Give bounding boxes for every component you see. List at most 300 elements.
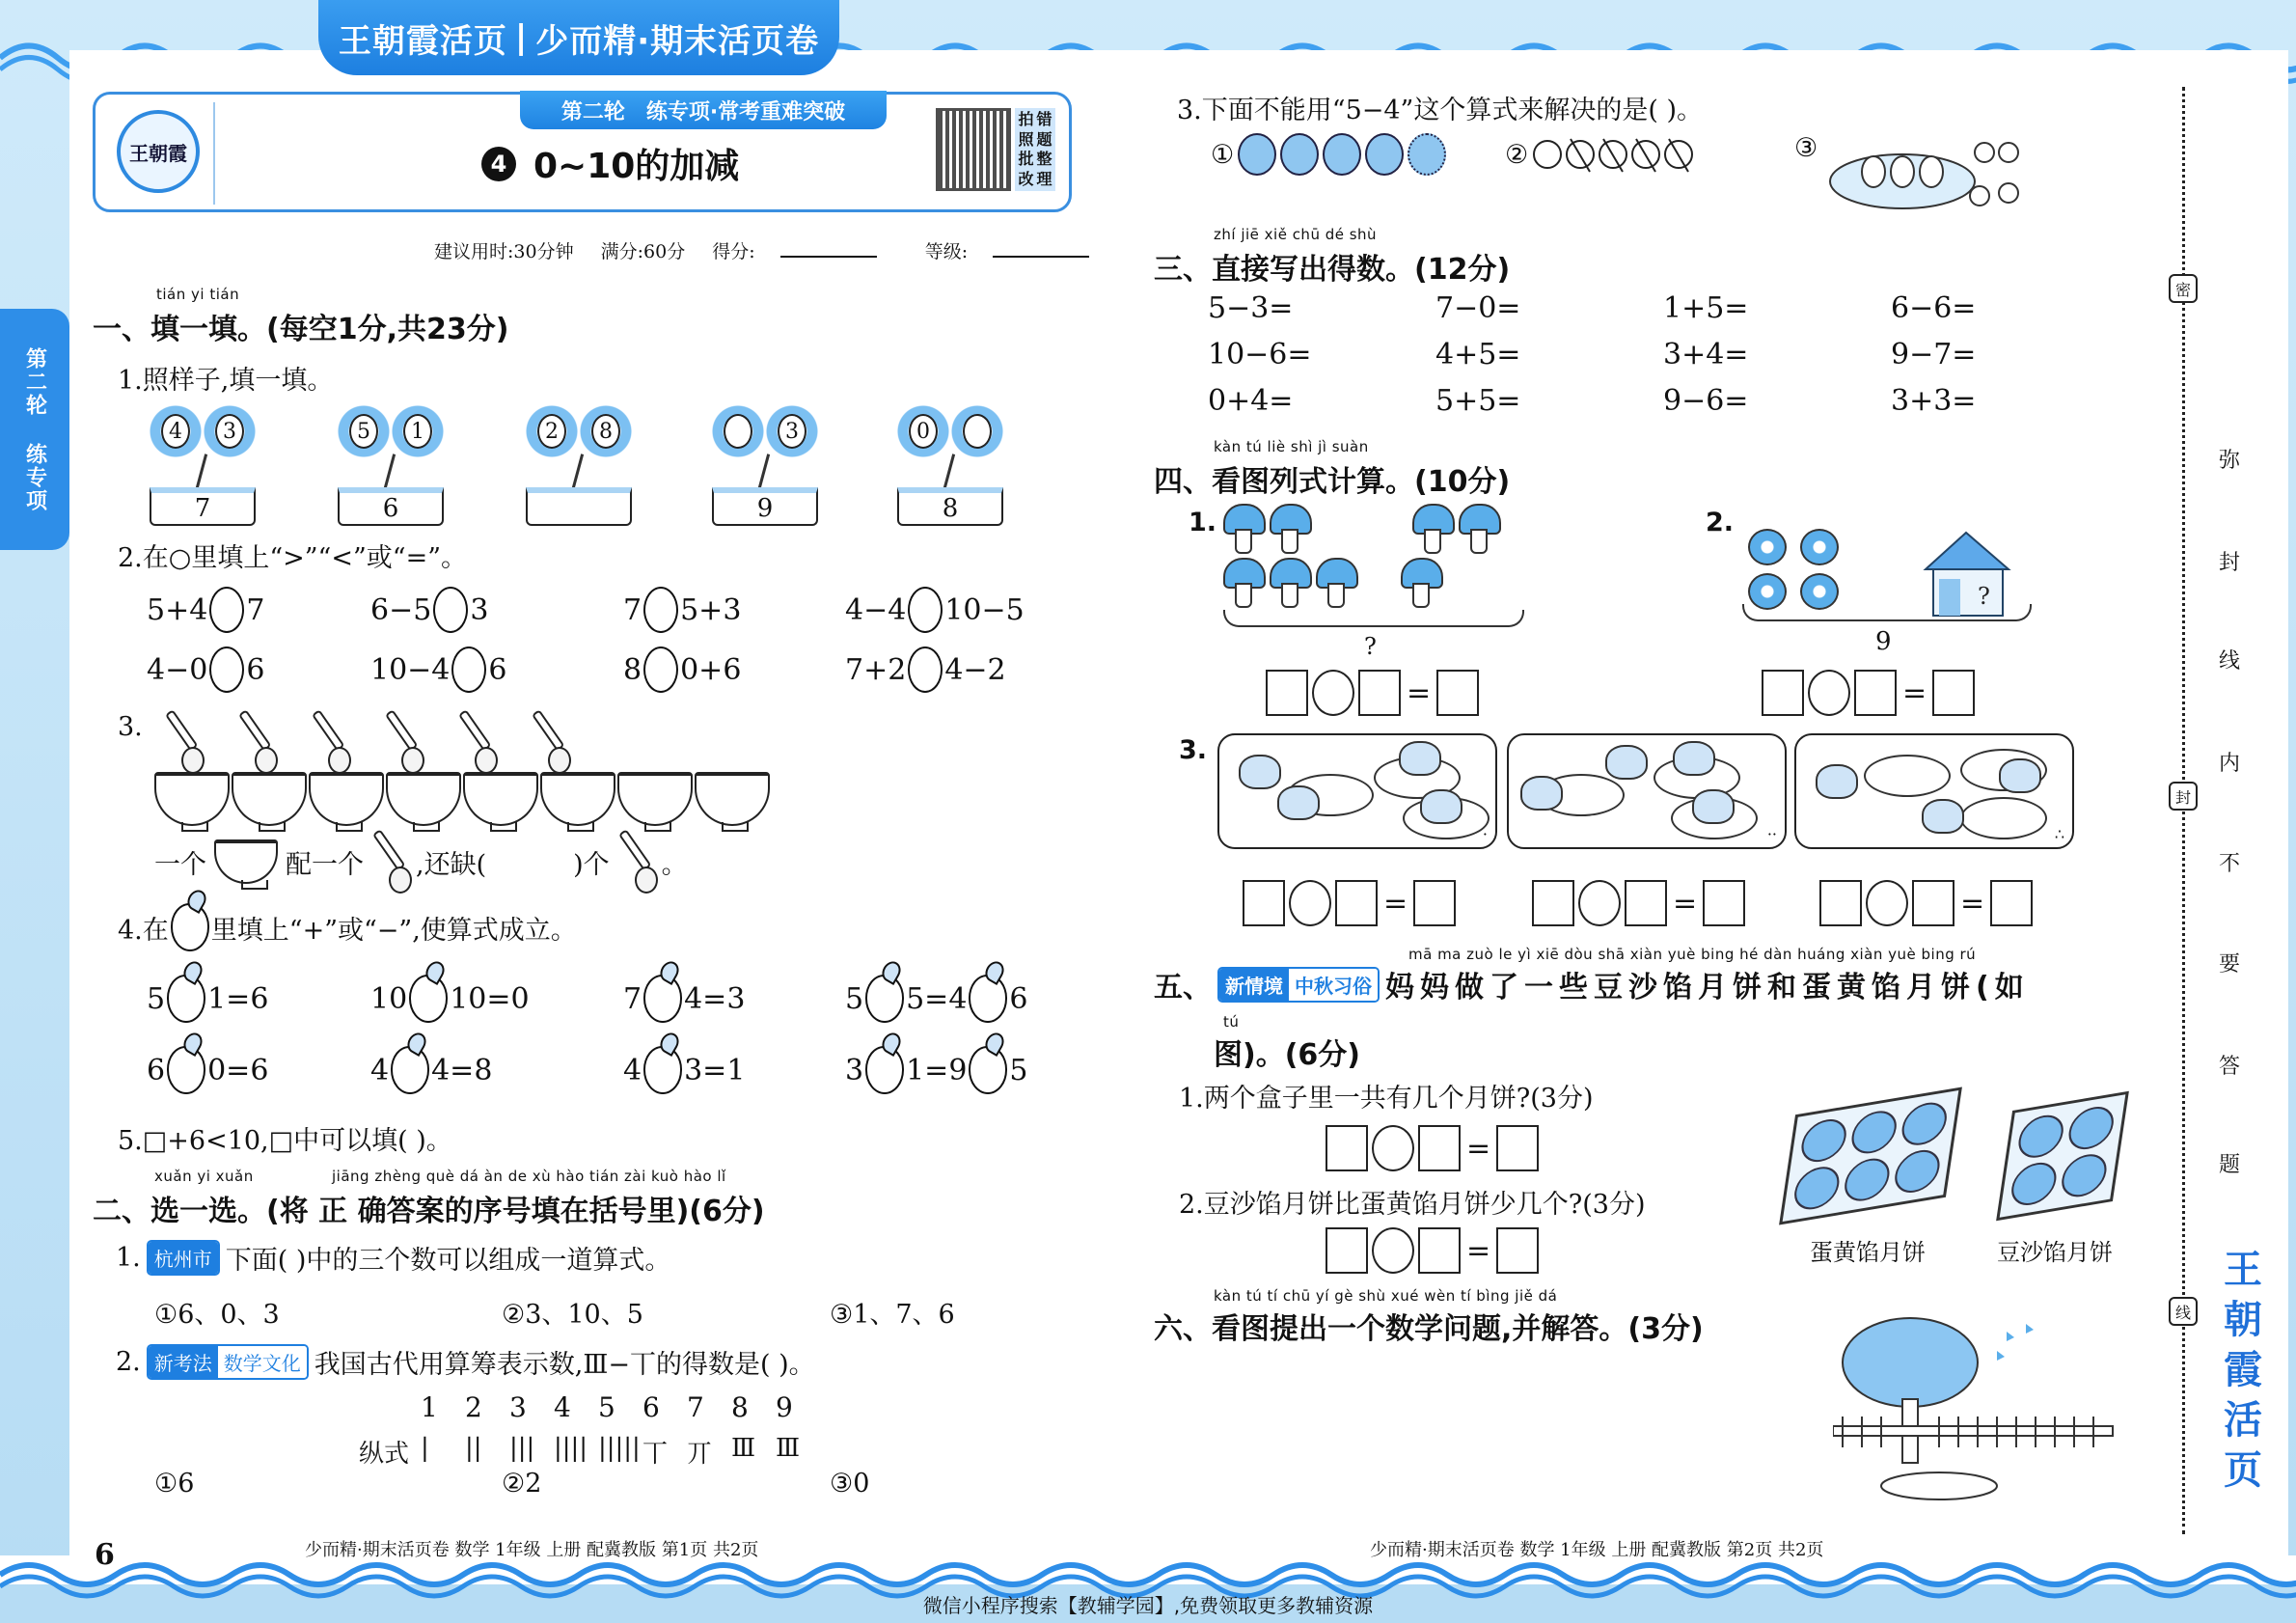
operand: 4=3: [684, 981, 746, 1016]
q4-2-total: 9: [1875, 627, 1892, 656]
section4-title: 四、看图列式计算。(10分): [1154, 465, 1511, 499]
mushroom-icon: [1270, 504, 1308, 552]
bowl-icon: [463, 772, 538, 826]
brand-header-tab: [318, 0, 839, 75]
bowl-icon: [309, 772, 384, 826]
region-tag: [147, 1240, 220, 1276]
operand: 10=0: [450, 981, 530, 1016]
apple-operator-input[interactable]: [409, 975, 448, 1023]
number-box[interactable]: [1266, 670, 1308, 716]
q2-3-text: 3.下面不能用“5−4”这个算式来解决的是( )。: [1177, 96, 1703, 125]
rod-symbol: Ⅲ: [731, 1434, 756, 1463]
section2-pinyin-b: jiāng zhèng què dá àn de xù hào tián zài kuò hào lǐ: [332, 1168, 726, 1185]
operator-circle[interactable]: [1808, 670, 1850, 716]
footer-right: 少而精·期末活页卷 数学 1年级 上册 配冀教版 第2页 共2页: [1370, 1540, 1824, 1560]
watermelon-icon: [1323, 133, 1361, 176]
seal-warning-char: 线: [2219, 649, 2241, 674]
section6-pinyin: kàn tú tí chū yí gè shù xué wèn tí bìng jiě dá: [1214, 1287, 1558, 1305]
question-number: 1.: [116, 1243, 141, 1273]
crossed-circles-icon: [1530, 133, 1704, 176]
expr-left: 8: [623, 652, 642, 687]
watermelon-icon: [1365, 133, 1404, 176]
brand-char: 页: [2224, 1448, 2262, 1493]
topic-number-badge: 4: [481, 147, 516, 181]
section5-title: [1154, 963, 2030, 1005]
mooncake-icon: [2009, 1159, 2059, 1208]
calc-item[interactable]: 3+3=: [1891, 384, 1977, 418]
number-box[interactable]: [1335, 880, 1378, 926]
flower-number-blank[interactable]: [963, 414, 992, 449]
option[interactable]: ①6、0、3: [154, 1300, 280, 1330]
tag-text: 杭州市: [149, 1242, 218, 1274]
equation-input: =: [1326, 1125, 1539, 1171]
expr-right: 4−2: [944, 652, 1006, 687]
pot-total: 9: [712, 487, 818, 526]
apple-operator-input[interactable]: [865, 975, 904, 1023]
frog-icon: [1239, 755, 1281, 789]
publisher-logo: [107, 102, 215, 205]
picture-marker: ··: [1766, 825, 1777, 843]
digit: 7: [687, 1391, 704, 1423]
operand: 7: [623, 981, 642, 1016]
number-box[interactable]: [1912, 880, 1954, 926]
expr-right: 6: [246, 652, 265, 687]
expr-left: 6−5: [370, 592, 432, 627]
q4-1-total: ?: [1364, 633, 1377, 660]
qr-char: 错: [1036, 110, 1052, 128]
title-box: [93, 92, 1072, 212]
compare-circle-input[interactable]: [433, 587, 468, 633]
digit: 9: [776, 1391, 793, 1423]
calc-item[interactable]: 4+5=: [1435, 338, 1521, 371]
brace-icon: [1223, 610, 1524, 627]
grade-field[interactable]: [993, 256, 1089, 258]
compare-circle-input[interactable]: [643, 587, 678, 633]
calc-item[interactable]: 0+4=: [1208, 384, 1294, 418]
flower-pot: [712, 405, 818, 526]
q2-2-options: [154, 1469, 869, 1499]
number-box[interactable]: [1326, 1227, 1368, 1274]
qr-code-panel[interactable]: [936, 108, 1055, 191]
rod-symbol: ||: [465, 1434, 482, 1463]
apple-row: [147, 1046, 1073, 1094]
section3-pinyin: zhí jiē xiě chū dé shù: [1214, 226, 1378, 243]
expr-left: 5+4: [147, 592, 208, 627]
topic-title-text: 0~10的加减: [533, 147, 740, 186]
flower-number-left: 2: [537, 414, 566, 449]
bowl-row: [154, 772, 772, 826]
flower-number-blank[interactable]: [724, 414, 752, 449]
digit: 6: [642, 1391, 660, 1423]
number-box[interactable]: [1762, 670, 1804, 716]
seal-warning-char: 题: [2219, 1153, 2241, 1177]
grade-label: 等级:: [924, 241, 969, 262]
section-number: 五、: [1154, 971, 1212, 1004]
seal-warning-char: 不: [2219, 852, 2241, 876]
option[interactable]: ③0: [830, 1469, 870, 1499]
flower-pot: [897, 405, 1003, 526]
mooncake-icon: [1900, 1099, 1950, 1148]
direct-calc-grid: [1208, 291, 2057, 430]
calc-item[interactable]: 9−6=: [1663, 384, 1749, 418]
compare-circle-input[interactable]: [451, 646, 486, 693]
mooncake-icon: [1842, 1155, 1892, 1204]
section5-title-cont: 图)。(6分): [1214, 1038, 1361, 1072]
operand: 6: [1009, 981, 1028, 1016]
seal-warning-char: 要: [2219, 952, 2241, 977]
frog-icon: [1999, 758, 2041, 793]
frog-icon: [1277, 785, 1320, 820]
spoon-icon: [233, 712, 278, 772]
calc-item[interactable]: 5−3=: [1208, 291, 1294, 325]
q2-1: [116, 1239, 670, 1277]
q1-3-label: 3.: [118, 712, 143, 742]
question-text: 下面( )中的三个数可以组成一道算式。: [225, 1246, 671, 1276]
compare-row: [147, 587, 1073, 633]
equation-input: =: [1266, 670, 1479, 716]
apple-operator-input[interactable]: [167, 1046, 205, 1094]
operand: 3: [845, 1053, 864, 1087]
apple-row: [147, 975, 1073, 1023]
section6-title: 六、看图提出一个数学问题,并解答。(3分): [1154, 1312, 1704, 1346]
rod-symbol: ||||: [554, 1434, 588, 1463]
picture-marker: ·: [1482, 825, 1488, 843]
option-label: ③: [1794, 133, 1818, 163]
qr-caption: [1015, 108, 1055, 191]
option-label: ②: [1505, 139, 1529, 170]
option[interactable]: ②3、10、5: [502, 1300, 643, 1330]
bowl-icon: [214, 839, 278, 884]
bowl-icon: [232, 772, 307, 826]
flower-pot: [338, 405, 444, 526]
logo-emblem-icon: 王朝霞: [117, 110, 200, 193]
compare-grid: [147, 587, 1073, 693]
flower-number-right: 3: [215, 414, 244, 449]
q4-3-number: 3.: [1179, 735, 1208, 765]
number-box[interactable]: [1625, 880, 1667, 926]
mushroom-group: [1223, 504, 1505, 606]
operand: 6: [147, 1053, 166, 1087]
brand-divider: |: [514, 18, 529, 57]
qr-char: 改: [1018, 169, 1034, 188]
expr-right: 6: [488, 652, 507, 687]
q2-3-option-2[interactable]: [1505, 133, 1704, 176]
result-box[interactable]: [1932, 670, 1975, 716]
bowl-icon: [540, 772, 615, 826]
apple-operator-input[interactable]: [643, 1046, 682, 1094]
number-box[interactable]: [1358, 670, 1401, 716]
frog-icon: [1922, 799, 1964, 834]
operand: 5: [147, 981, 166, 1016]
operator-circle[interactable]: [1372, 1125, 1414, 1171]
nest-with-chicks-icon: [1825, 133, 2028, 220]
egg-yolk-label: 蛋黄馅月饼: [1810, 1239, 1926, 1266]
sentence-part: 一个: [154, 849, 206, 880]
flower-number-right: 8: [591, 414, 620, 449]
result-box[interactable]: [1436, 670, 1479, 716]
section4-pinyin: kàn tú liè shì jì suàn: [1214, 438, 1369, 455]
section5-pinyin: mā ma zuò le yì xiē dòu shā xiàn yuè bing hé dàn huáng xiàn yuè bing rú: [1408, 946, 1977, 963]
mushroom-icon: [1316, 558, 1354, 606]
section2-title: 二、选一选。(将 正 确答案的序号填在括号里)(6分): [93, 1195, 765, 1228]
bowl-icon: [386, 772, 461, 826]
rod-symbol: 丅: [642, 1440, 669, 1469]
number-box[interactable]: [1326, 1125, 1368, 1171]
result-box[interactable]: [1496, 1125, 1539, 1171]
frog-icon: [1520, 776, 1563, 811]
equation-input: =: [1762, 670, 1975, 716]
equation-input: =: [1819, 880, 2033, 926]
option[interactable]: ②2: [502, 1469, 542, 1499]
result-box[interactable]: [1496, 1227, 1539, 1274]
mushroom-icon: [1223, 504, 1262, 552]
compare-circle-input[interactable]: [209, 646, 244, 693]
operator-circle[interactable]: [1312, 670, 1354, 716]
score-field[interactable]: [780, 256, 877, 258]
equation-input: =: [1532, 880, 1745, 926]
operand: 5: [1009, 1053, 1028, 1087]
mooncake-icon: [1892, 1146, 1942, 1196]
seal-mark: 线: [2169, 1297, 2198, 1326]
operand: 4: [623, 1053, 642, 1087]
number-box[interactable]: [1243, 880, 1285, 926]
spoon-row: [160, 712, 571, 772]
calc-row: [1208, 291, 2057, 338]
brace-icon: [1742, 604, 2032, 621]
footer-left: 少而精·期末活页卷 数学 1年级 上册 配冀教版 第1页 共2页: [305, 1540, 759, 1560]
number-box[interactable]: [1854, 670, 1897, 716]
calc-item[interactable]: 3+4=: [1663, 338, 1749, 371]
expr-right: 10−5: [944, 592, 1025, 627]
bean-paste-mooncake-box: [1996, 1091, 2129, 1221]
flower-number-right: 3: [778, 414, 806, 449]
expr-left: 4−0: [147, 652, 208, 687]
rod-symbol: 丌: [687, 1440, 713, 1469]
expr-right: 0+6: [680, 652, 742, 687]
suggested-time: 建议用时:30分钟: [434, 241, 574, 262]
bean-paste-label: 豆沙馅月饼: [1997, 1239, 2113, 1266]
number-box[interactable]: [1418, 1227, 1461, 1274]
mooncake-icon: [2016, 1112, 2066, 1161]
operand: 1=6: [207, 981, 269, 1016]
series-name: 少而精·期末活页卷: [535, 21, 820, 61]
qr-char: 批: [1018, 150, 1034, 168]
mushroom-icon: [1270, 558, 1308, 606]
spoon-icon: [614, 832, 658, 892]
number-box[interactable]: [1819, 880, 1862, 926]
rod-symbol: |||||: [598, 1434, 641, 1463]
seal-warning-char: 弥: [2219, 449, 2241, 473]
snail-icon: [1748, 529, 1787, 565]
option-label: ①: [1211, 139, 1235, 170]
q1-4-label: [118, 903, 577, 951]
qr-char: 理: [1036, 169, 1052, 188]
score-label: 得分:: [712, 241, 755, 262]
new-method-tag: [147, 1344, 309, 1380]
round-label: 第二轮: [560, 99, 625, 124]
question-text: 我国古代用算筹表示数,Ⅲ−丅的得数是( )。: [314, 1350, 815, 1380]
pot-total: 6: [338, 487, 444, 526]
digit: 4: [554, 1391, 571, 1423]
mushroom-icon: [1401, 558, 1439, 606]
mooncake-icon: [1791, 1164, 1842, 1213]
flower-pot: [526, 405, 632, 526]
section3-title: 三、直接写出得数。(12分): [1154, 253, 1511, 287]
q2-2: [116, 1343, 815, 1381]
calc-item[interactable]: 5+5=: [1435, 384, 1521, 418]
tag-text: 新考法: [149, 1346, 218, 1378]
svg-text:?: ?: [1978, 583, 1990, 610]
frog-icon: [1816, 764, 1858, 799]
number-box[interactable]: [1532, 880, 1574, 926]
new-context-tag: [1217, 967, 1380, 1003]
frog-icon: [1420, 789, 1462, 824]
side-tab: 第二轮 练专项: [0, 309, 69, 550]
qr-code-icon[interactable]: [936, 108, 1011, 191]
tag-text: 中秋习俗: [1289, 969, 1378, 1001]
result-box[interactable]: [1990, 880, 2033, 926]
flower-number-right: 1: [403, 414, 432, 449]
frog-icon: [1692, 789, 1735, 824]
apple-icon: [171, 903, 209, 951]
sentence-part: ,还缺(: [416, 849, 487, 880]
digit: 3: [509, 1391, 527, 1423]
q2-3-option-3[interactable]: [1794, 133, 2028, 220]
frog-pond-picture: [1507, 733, 1787, 849]
calc-item[interactable]: 6−6=: [1891, 291, 1977, 325]
calc-item[interactable]: 1+5=: [1663, 291, 1749, 325]
frog-pond-picture: [1794, 733, 2074, 849]
bowl-icon: [695, 772, 770, 826]
q1-3-sentence: [154, 832, 688, 892]
mooncake-icon: [2059, 1151, 2109, 1200]
compare-row: [147, 646, 1073, 693]
operator-circle[interactable]: [1372, 1227, 1414, 1274]
spoon-icon: [527, 712, 571, 772]
expr-right: 3: [470, 592, 489, 627]
apple-operator-input[interactable]: [167, 975, 205, 1023]
q1-1-label: 1.照样子,填一填。: [118, 366, 334, 396]
apple-operator-input[interactable]: [391, 1046, 429, 1094]
frog-pond-picture: [1217, 733, 1497, 849]
picture-marker: ∴: [2054, 825, 2064, 843]
spoon-icon: [380, 712, 424, 772]
spoon-icon: [307, 712, 351, 772]
operand: 1=9: [906, 1053, 968, 1087]
mushroom-icon: [1223, 558, 1262, 606]
operand: 4=8: [431, 1053, 493, 1087]
round-tag: [520, 91, 887, 129]
spoon-icon: [368, 832, 412, 892]
rod-symbols: [359, 1434, 820, 1470]
bowl-icon: [617, 772, 693, 826]
seal-warning-char: 内: [2219, 752, 2241, 776]
operand: 5=4: [906, 981, 968, 1016]
operand: 4: [370, 1053, 390, 1087]
calc-item[interactable]: 10−6=: [1208, 338, 1312, 371]
compare-circle-input[interactable]: [908, 646, 943, 693]
qr-char: 题: [1036, 129, 1052, 149]
rod-digits: [421, 1391, 820, 1423]
pot-total-blank[interactable]: [526, 487, 632, 526]
seal-warning-char: 封: [2219, 551, 2241, 575]
watermelon-icon: [1280, 133, 1319, 176]
pot-total: 8: [897, 487, 1003, 526]
label-part: 里填上“+”或“−”,使算式成立。: [210, 915, 577, 946]
apple-operator-input[interactable]: [969, 975, 1007, 1023]
full-score: 满分:60分: [600, 241, 686, 262]
q4-1-number: 1.: [1189, 508, 1217, 537]
apple-operator-input[interactable]: [969, 1046, 1007, 1094]
vertical-brand-logo: [2214, 1245, 2272, 1496]
sentence-part: 配一个: [286, 849, 364, 880]
digit: 1: [421, 1391, 438, 1423]
digit: 5: [598, 1391, 615, 1423]
snail-group: [1748, 529, 1846, 610]
expr-left: 7+2: [845, 652, 907, 687]
operand: 10: [370, 981, 408, 1016]
compare-circle-input[interactable]: [643, 646, 678, 693]
rod-symbol: Ⅲ: [776, 1434, 801, 1463]
brand-char: 王: [2224, 1247, 2262, 1292]
compare-circle-input[interactable]: [908, 587, 943, 633]
apple-operator-input[interactable]: [865, 1046, 904, 1094]
watermelon-circled-icon: [1408, 133, 1446, 176]
frog-icon: [1399, 741, 1441, 776]
exam-meta: [434, 237, 1132, 263]
rod-symbol: |: [421, 1434, 429, 1463]
seal-mark: 密: [2169, 274, 2198, 303]
mushroom-icon: [1459, 504, 1497, 552]
rod-symbol: |||: [509, 1434, 535, 1463]
compare-circle-input[interactable]: [209, 587, 244, 633]
title-text: 妈妈做了一些豆沙馅月饼和蛋黄馅月饼(如: [1385, 971, 2030, 1004]
option[interactable]: ③1、7、6: [830, 1300, 955, 1330]
flower-number-left: 0: [909, 414, 938, 449]
q1-2-label: 2.在○里填上“>”“<”或“=”。: [118, 543, 468, 573]
section1-pinyin: tián yi tián: [156, 286, 240, 303]
qr-char: 照: [1018, 129, 1034, 149]
operator-circle[interactable]: [1289, 880, 1331, 926]
spoon-icon: [160, 712, 205, 772]
section5-pinyin-2: tú: [1223, 1013, 1240, 1031]
calc-row: [1208, 384, 2057, 430]
operator-circle[interactable]: [1866, 880, 1908, 926]
result-box[interactable]: [1413, 880, 1456, 926]
tag-text: 新情境: [1219, 969, 1289, 1001]
spoon-icon: [453, 712, 498, 772]
bowl-icon: [154, 772, 230, 826]
option[interactable]: ①6: [154, 1469, 195, 1499]
q4-2-number: 2.: [1706, 508, 1735, 537]
rods-label: 纵式: [359, 1440, 410, 1469]
q2-3-option-1[interactable]: [1211, 133, 1446, 176]
result-box[interactable]: [1703, 880, 1745, 926]
label-part: 4.在: [118, 915, 169, 946]
expr-right: 5+3: [680, 592, 742, 627]
frog-icon: [1605, 745, 1648, 780]
mooncake-icon: [1798, 1116, 1848, 1166]
tag-text: 数学文化: [218, 1346, 307, 1378]
number-box[interactable]: [1418, 1125, 1461, 1171]
calc-item[interactable]: 7−0=: [1435, 291, 1521, 325]
calc-row: [1208, 338, 2057, 384]
digit: 8: [731, 1391, 749, 1423]
apple-operator-input[interactable]: [643, 975, 682, 1023]
operator-circle[interactable]: [1578, 880, 1621, 926]
calc-item[interactable]: 9−7=: [1891, 338, 1977, 371]
watermelon-icon: [1238, 133, 1276, 176]
